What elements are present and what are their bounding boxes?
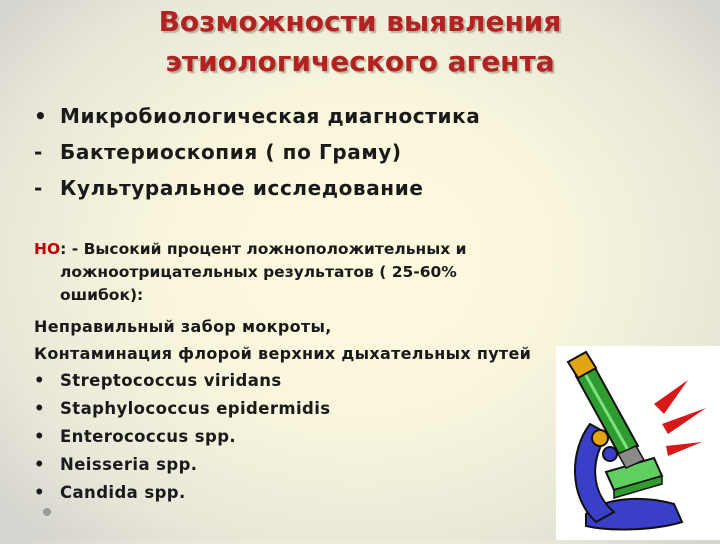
title-line-2: этиологического агента (165, 45, 555, 78)
dash-marker: - (34, 140, 43, 164)
bullet-marker: • (34, 371, 45, 390)
decorative-dot (43, 508, 51, 516)
microscope-illustration (556, 346, 720, 540)
organism-name: Neisseria spp. (60, 455, 198, 474)
dash-marker: - (34, 176, 43, 200)
list-item-text: Культуральное исследование (60, 176, 424, 200)
microscope-icon (556, 346, 720, 540)
cause-line: Контаминация флорой верхних дыхательных путей (34, 344, 532, 363)
cause-line: Неправильный забор мокроты, (34, 317, 332, 336)
organism-name: Streptococcus viridans (60, 371, 282, 390)
warning-text-2: ложноотрицательных результатов ( 25-60% (60, 263, 457, 281)
list-item (34, 104, 694, 140)
list-item (34, 140, 694, 176)
warning-lead: НО (34, 240, 61, 258)
organism-name: Enterococcus spp. (60, 427, 237, 446)
list-item (34, 176, 694, 212)
bullet-marker: • (34, 427, 45, 446)
slide-title (0, 2, 720, 82)
organism-name: Candida spp. (60, 483, 186, 502)
organism-name: Staphylococcus epidermidis (60, 399, 331, 418)
bullet-marker: • (34, 399, 45, 418)
bullet-marker: • (34, 455, 45, 474)
list-item-text: Бактериоскопия ( по Граму) (60, 140, 402, 164)
list-item-text: Микробиологическая диагностика (60, 104, 481, 128)
bullet-marker: • (34, 483, 45, 502)
warning-text-3: ошибок): (60, 286, 144, 304)
warning-text-1: : - Высокий процент ложноположительных и (60, 240, 467, 258)
warning-paragraph (34, 238, 694, 307)
title-line-1: Возможности выявления (158, 5, 562, 38)
bullet-marker: • (34, 104, 48, 128)
spacer (34, 212, 694, 238)
